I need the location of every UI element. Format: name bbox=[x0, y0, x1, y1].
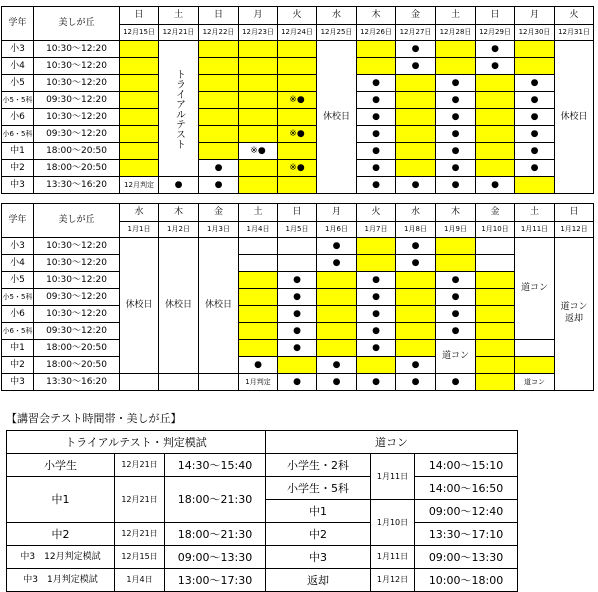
test-name: 中3 1月判定模試 bbox=[7, 569, 115, 592]
class-day-cell bbox=[239, 75, 278, 92]
time-cell: 10:30〜12:20 bbox=[34, 109, 120, 126]
time-cell: 10:30〜12:20 bbox=[34, 41, 120, 58]
date-cell: 12月23日 bbox=[239, 25, 278, 41]
class-day-cell bbox=[396, 160, 436, 177]
class-day-cell bbox=[120, 143, 159, 160]
date-cell: 12月25日 bbox=[317, 25, 357, 41]
dot-cell: ● bbox=[357, 177, 396, 194]
date-cell: 12月24日 bbox=[278, 25, 317, 41]
dot-cell: ● bbox=[476, 41, 515, 58]
class-day-cell bbox=[357, 357, 396, 374]
closed-cell: 休校日 bbox=[317, 41, 357, 194]
class-day-cell bbox=[239, 272, 278, 289]
dot-cell: ● bbox=[357, 340, 396, 357]
class-day-cell bbox=[515, 58, 555, 75]
dot-cell: ● bbox=[515, 143, 555, 160]
empty-cell bbox=[278, 238, 317, 255]
dow-cell: 日 bbox=[476, 7, 515, 25]
class-day-cell bbox=[317, 289, 357, 306]
note-dot-cell: ※● bbox=[278, 92, 317, 109]
date-cell: 12月26日 bbox=[357, 25, 396, 41]
class-day-cell bbox=[396, 272, 436, 289]
dot-cell: ● bbox=[436, 306, 476, 323]
dot-cell: ● bbox=[357, 92, 396, 109]
class-day-cell bbox=[120, 92, 159, 109]
dot-cell: ● bbox=[396, 255, 436, 272]
dokon-cell: 道コン bbox=[515, 374, 555, 391]
class-day-cell bbox=[476, 340, 515, 357]
grade-cell: 小3 bbox=[2, 41, 34, 58]
test-time: 09:00〜12:40 bbox=[415, 500, 518, 523]
grade-cell: 中1 bbox=[2, 143, 34, 160]
dot-cell: ● bbox=[317, 255, 357, 272]
schedule-table-december bbox=[1, 6, 594, 194]
test-name: 小学生・2科 bbox=[266, 454, 371, 477]
class-day-cell bbox=[317, 340, 357, 357]
dokon-header: 道コン bbox=[266, 431, 518, 454]
dot-cell: ● bbox=[357, 272, 396, 289]
dow-cell: 日 bbox=[120, 7, 159, 25]
date-cell: 1月3日 bbox=[199, 222, 239, 238]
date-cell: 1月12日 bbox=[555, 222, 594, 238]
class-day-cell bbox=[357, 255, 396, 272]
dot-cell: ● bbox=[396, 238, 436, 255]
class-day-cell bbox=[278, 177, 317, 194]
class-day-cell bbox=[476, 374, 515, 391]
dot-cell: ● bbox=[239, 357, 278, 374]
dot-cell: ● bbox=[436, 289, 476, 306]
dow-cell: 土 bbox=[159, 7, 199, 25]
dot-cell: ● bbox=[396, 374, 436, 391]
empty-cell bbox=[239, 255, 278, 272]
class-day-cell bbox=[120, 75, 159, 92]
empty-cell bbox=[476, 255, 515, 272]
dot-cell: ● bbox=[199, 160, 239, 177]
class-day-cell bbox=[199, 75, 239, 92]
dow-cell: 水 bbox=[396, 204, 436, 222]
class-day-cell bbox=[278, 143, 317, 160]
test-date: 1月4日 bbox=[115, 569, 165, 592]
time-cell: 18:00〜20:50 bbox=[34, 160, 120, 177]
test-time: 14:00〜15:10 bbox=[415, 454, 518, 477]
dot-cell: ● bbox=[357, 374, 396, 391]
dot-cell: ● bbox=[436, 160, 476, 177]
dot-cell: ● bbox=[396, 357, 436, 374]
judge-test-cell: 1月判定 bbox=[239, 374, 278, 391]
dow-cell: 木 bbox=[436, 204, 476, 222]
time-cell: 09:30〜12:20 bbox=[34, 289, 120, 306]
class-day-cell bbox=[357, 41, 396, 58]
date-cell: 12月30日 bbox=[515, 25, 555, 41]
dot-cell: ● bbox=[199, 177, 239, 194]
grade-cell: 小5 bbox=[2, 75, 34, 92]
time-cell: 18:00〜20:50 bbox=[34, 340, 120, 357]
dot-cell: ● bbox=[436, 126, 476, 143]
class-day-cell bbox=[278, 357, 317, 374]
class-day-cell bbox=[278, 58, 317, 75]
class-day-cell bbox=[199, 143, 239, 160]
dow-cell: 土 bbox=[515, 204, 555, 222]
empty-cell bbox=[239, 238, 278, 255]
dot-cell: ● bbox=[357, 323, 396, 340]
dot-cell: ● bbox=[396, 58, 436, 75]
grade-cell: 小6・5科 bbox=[2, 323, 34, 340]
class-day-cell bbox=[199, 126, 239, 143]
dow-cell: 月 bbox=[317, 204, 357, 222]
test-time: 13:00〜17:30 bbox=[165, 569, 266, 592]
class-day-cell bbox=[239, 160, 278, 177]
test-name: 中2 bbox=[266, 523, 371, 546]
class-day-cell bbox=[436, 238, 476, 255]
grade-cell: 小4 bbox=[2, 255, 34, 272]
class-day-cell bbox=[396, 306, 436, 323]
date-cell: 1月9日 bbox=[436, 222, 476, 238]
dot-cell: ● bbox=[436, 143, 476, 160]
class-day-cell bbox=[239, 41, 278, 58]
class-day-cell bbox=[476, 75, 515, 92]
place-header: 美しが丘 bbox=[34, 204, 120, 238]
class-day-cell bbox=[476, 306, 515, 323]
class-day-cell bbox=[476, 109, 515, 126]
dot-cell: ● bbox=[317, 357, 357, 374]
time-cell: 09:30〜12:20 bbox=[34, 92, 120, 109]
class-day-cell bbox=[239, 289, 278, 306]
grade-cell: 中1 bbox=[2, 340, 34, 357]
grade-cell: 小6・5科 bbox=[2, 126, 34, 143]
dot-cell: ● bbox=[317, 374, 357, 391]
class-day-cell bbox=[317, 272, 357, 289]
class-day-cell bbox=[278, 109, 317, 126]
test-time: 18:00〜21:30 bbox=[165, 477, 266, 523]
dow-cell: 金 bbox=[396, 7, 436, 25]
date-cell: 1月7日 bbox=[357, 222, 396, 238]
date-cell: 12月28日 bbox=[436, 25, 476, 41]
dow-cell: 日 bbox=[555, 204, 594, 222]
class-day-cell bbox=[476, 289, 515, 306]
dot-cell: ● bbox=[278, 374, 317, 391]
time-cell: 10:30〜12:20 bbox=[34, 306, 120, 323]
grade-cell: 中2 bbox=[2, 160, 34, 177]
dot-cell: ● bbox=[515, 126, 555, 143]
time-cell: 13:30〜16:20 bbox=[34, 177, 120, 194]
class-day-cell bbox=[239, 58, 278, 75]
dot-cell: ● bbox=[515, 92, 555, 109]
note-dot-cell: ※● bbox=[278, 126, 317, 143]
date-cell: 12月31日 bbox=[555, 25, 594, 41]
class-day-cell bbox=[239, 92, 278, 109]
class-day-cell bbox=[396, 323, 436, 340]
dow-cell: 土 bbox=[239, 204, 278, 222]
test-time: 09:00〜13:30 bbox=[415, 546, 518, 569]
class-day-cell bbox=[476, 323, 515, 340]
test-name: 中1 bbox=[266, 500, 371, 523]
date-cell: 12月29日 bbox=[476, 25, 515, 41]
class-day-cell bbox=[199, 92, 239, 109]
class-day-cell bbox=[515, 177, 555, 194]
dot-cell: ● bbox=[278, 289, 317, 306]
dot-cell: ● bbox=[515, 109, 555, 126]
date-cell: 1月10日 bbox=[476, 222, 515, 238]
class-day-cell bbox=[278, 75, 317, 92]
class-day-cell bbox=[515, 41, 555, 58]
dow-cell: 火 bbox=[278, 7, 317, 25]
dow-cell: 木 bbox=[357, 7, 396, 25]
test-time: 09:00〜13:30 bbox=[165, 546, 266, 569]
class-day-cell bbox=[120, 109, 159, 126]
class-day-cell bbox=[396, 109, 436, 126]
dot-cell: ● bbox=[278, 340, 317, 357]
dow-cell: 金 bbox=[476, 204, 515, 222]
dot-cell: ● bbox=[436, 177, 476, 194]
grade-cell: 小6 bbox=[2, 306, 34, 323]
dot-cell: ● bbox=[396, 177, 436, 194]
dow-cell: 月 bbox=[239, 7, 278, 25]
dot-cell: ● bbox=[357, 109, 396, 126]
dow-cell: 月 bbox=[515, 7, 555, 25]
class-day-cell bbox=[476, 92, 515, 109]
closed-cell: 休校日 bbox=[555, 41, 594, 194]
dow-cell: 土 bbox=[436, 7, 476, 25]
date-cell: 1月8日 bbox=[396, 222, 436, 238]
class-day-cell bbox=[476, 160, 515, 177]
class-day-cell bbox=[396, 340, 436, 357]
class-day-cell bbox=[476, 272, 515, 289]
test-time: 13:30〜17:10 bbox=[415, 523, 518, 546]
class-day-cell bbox=[278, 41, 317, 58]
test-date: 12月21日 bbox=[115, 454, 165, 477]
closed-cell: 休校日 bbox=[159, 238, 199, 374]
time-cell: 13:30〜16:20 bbox=[34, 374, 120, 391]
class-day-cell bbox=[239, 177, 278, 194]
dow-cell: 水 bbox=[120, 204, 159, 222]
test-time: 18:00〜21:30 bbox=[165, 523, 266, 546]
judge-test-cell: 12月判定 bbox=[120, 177, 159, 194]
time-cell: 10:30〜12:20 bbox=[34, 75, 120, 92]
grade-cell: 中3 bbox=[2, 177, 34, 194]
date-cell: 12月15日 bbox=[120, 25, 159, 41]
dokon-cell: 道コン bbox=[515, 238, 555, 340]
test-date: 12月15日 bbox=[115, 546, 165, 569]
empty-cell bbox=[476, 238, 515, 255]
dow-cell: 木 bbox=[159, 204, 199, 222]
time-cell: 10:30〜12:20 bbox=[34, 255, 120, 272]
test-date: 1月11日 bbox=[371, 454, 415, 500]
dot-cell: ● bbox=[357, 75, 396, 92]
dokon-return-cell: 道コン 返却 bbox=[555, 238, 594, 391]
class-day-cell bbox=[120, 58, 159, 75]
grade-cell: 小6 bbox=[2, 109, 34, 126]
class-day-cell bbox=[357, 58, 396, 75]
class-day-cell bbox=[396, 126, 436, 143]
dot-cell: ● bbox=[436, 374, 476, 391]
grade-cell: 中3 bbox=[2, 374, 34, 391]
grade-header: 学年 bbox=[2, 7, 34, 41]
test-time: 14:00〜16:50 bbox=[415, 477, 518, 500]
class-day-cell bbox=[396, 75, 436, 92]
grade-cell: 小3 bbox=[2, 238, 34, 255]
test-name: 中2 bbox=[7, 523, 115, 546]
empty-cell bbox=[159, 374, 199, 391]
class-day-cell bbox=[239, 306, 278, 323]
grade-cell: 中2 bbox=[2, 357, 34, 374]
class-day-cell bbox=[239, 323, 278, 340]
dot-cell: ● bbox=[436, 323, 476, 340]
class-day-cell bbox=[120, 41, 159, 58]
time-cell: 18:00〜20:50 bbox=[34, 143, 120, 160]
class-day-cell bbox=[476, 143, 515, 160]
date-cell: 1月5日 bbox=[278, 222, 317, 238]
class-day-cell bbox=[476, 357, 515, 374]
time-cell: 10:30〜12:20 bbox=[34, 272, 120, 289]
class-day-cell bbox=[515, 357, 555, 374]
grade-header: 学年 bbox=[2, 204, 34, 238]
test-name: 中3 bbox=[266, 546, 371, 569]
test-name: 返却 bbox=[266, 569, 371, 592]
test-times-table bbox=[6, 430, 518, 592]
dot-cell: ● bbox=[357, 289, 396, 306]
empty-cell bbox=[199, 374, 239, 391]
empty-cell bbox=[278, 255, 317, 272]
dot-cell: ● bbox=[357, 160, 396, 177]
dot-cell: ● bbox=[357, 306, 396, 323]
class-day-cell bbox=[476, 126, 515, 143]
closed-cell: 休校日 bbox=[199, 238, 239, 374]
date-cell: 1月11日 bbox=[515, 222, 555, 238]
test-name: 中3 12月判定模試 bbox=[7, 546, 115, 569]
date-cell: 1月1日 bbox=[120, 222, 159, 238]
dow-cell: 日 bbox=[278, 204, 317, 222]
grade-cell: 小5・5科 bbox=[2, 92, 34, 109]
test-date: 1月12日 bbox=[371, 569, 415, 592]
test-time: 14:30〜15:40 bbox=[165, 454, 266, 477]
test-date: 1月10日 bbox=[371, 500, 415, 546]
place-header: 美しが丘 bbox=[34, 7, 120, 41]
test-date: 12月21日 bbox=[115, 523, 165, 546]
dot-cell: ● bbox=[436, 75, 476, 92]
test-name: 中1 bbox=[7, 477, 115, 523]
class-day-cell bbox=[239, 340, 278, 357]
class-day-cell bbox=[436, 41, 476, 58]
class-day-cell bbox=[239, 109, 278, 126]
dot-cell: ● bbox=[357, 126, 396, 143]
test-time: 10:00〜18:00 bbox=[415, 569, 518, 592]
dot-cell: ● bbox=[278, 306, 317, 323]
class-day-cell bbox=[396, 289, 436, 306]
class-day-cell bbox=[436, 255, 476, 272]
dow-cell: 日 bbox=[199, 7, 239, 25]
grade-cell: 小4 bbox=[2, 58, 34, 75]
dot-cell: ● bbox=[317, 238, 357, 255]
test-name: 小学生 bbox=[7, 454, 115, 477]
empty-cell bbox=[120, 374, 159, 391]
dow-cell: 火 bbox=[555, 7, 594, 25]
dow-cell: 火 bbox=[357, 204, 396, 222]
dot-cell: ● bbox=[436, 272, 476, 289]
dot-cell: ● bbox=[357, 143, 396, 160]
closed-cell: 休校日 bbox=[120, 238, 159, 374]
class-day-cell bbox=[199, 58, 239, 75]
test-date: 1月11日 bbox=[371, 546, 415, 569]
date-cell: 12月22日 bbox=[199, 25, 239, 41]
dot-cell: ● bbox=[515, 160, 555, 177]
time-cell: 18:00〜20:50 bbox=[34, 357, 120, 374]
date-cell: 1月6日 bbox=[317, 222, 357, 238]
grade-cell: 小5 bbox=[2, 272, 34, 289]
dot-cell: ● bbox=[476, 177, 515, 194]
class-day-cell bbox=[317, 323, 357, 340]
dot-cell: ● bbox=[278, 272, 317, 289]
dot-cell: ● bbox=[436, 92, 476, 109]
date-cell: 12月27日 bbox=[396, 25, 436, 41]
time-cell: 10:30〜12:20 bbox=[34, 58, 120, 75]
dot-cell: ● bbox=[436, 109, 476, 126]
time-cell: 10:30〜12:20 bbox=[34, 238, 120, 255]
dot-cell: ● bbox=[159, 177, 199, 194]
date-cell: 1月4日 bbox=[239, 222, 278, 238]
date-cell: 1月2日 bbox=[159, 222, 199, 238]
test-date: 12月21日 bbox=[115, 477, 165, 523]
class-day-cell bbox=[239, 126, 278, 143]
class-day-cell bbox=[436, 58, 476, 75]
date-cell: 12月21日 bbox=[159, 25, 199, 41]
note-dot-cell: ※● bbox=[278, 160, 317, 177]
time-cell: 09:30〜12:20 bbox=[34, 126, 120, 143]
schedule-table-january bbox=[1, 203, 594, 391]
dot-cell: ● bbox=[396, 41, 436, 58]
class-day-cell bbox=[357, 238, 396, 255]
test-times-title: 【講習会テスト時間帯・美しが丘】 bbox=[6, 412, 182, 425]
grade-cell: 小5・5科 bbox=[2, 289, 34, 306]
trial-test-cell bbox=[159, 41, 199, 177]
dow-cell: 金 bbox=[199, 204, 239, 222]
time-cell: 09:30〜12:20 bbox=[34, 323, 120, 340]
dokon-cell: 道コン bbox=[436, 340, 476, 374]
test-name: 小学生・5科 bbox=[266, 477, 371, 500]
class-day-cell bbox=[396, 92, 436, 109]
dow-cell: 水 bbox=[317, 7, 357, 25]
class-day-cell bbox=[396, 143, 436, 160]
class-day-cell bbox=[199, 41, 239, 58]
note-dot-cell: ※● bbox=[239, 143, 278, 160]
class-day-cell bbox=[120, 160, 159, 177]
class-day-cell bbox=[317, 306, 357, 323]
class-day-cell bbox=[199, 109, 239, 126]
trial-header: トライアルテスト・判定模試 bbox=[7, 431, 266, 454]
dot-cell: ● bbox=[515, 75, 555, 92]
dot-cell: ● bbox=[476, 58, 515, 75]
trial-test-label: トライアルテスト bbox=[173, 68, 185, 149]
class-day-cell bbox=[120, 126, 159, 143]
dot-cell: ● bbox=[278, 323, 317, 340]
